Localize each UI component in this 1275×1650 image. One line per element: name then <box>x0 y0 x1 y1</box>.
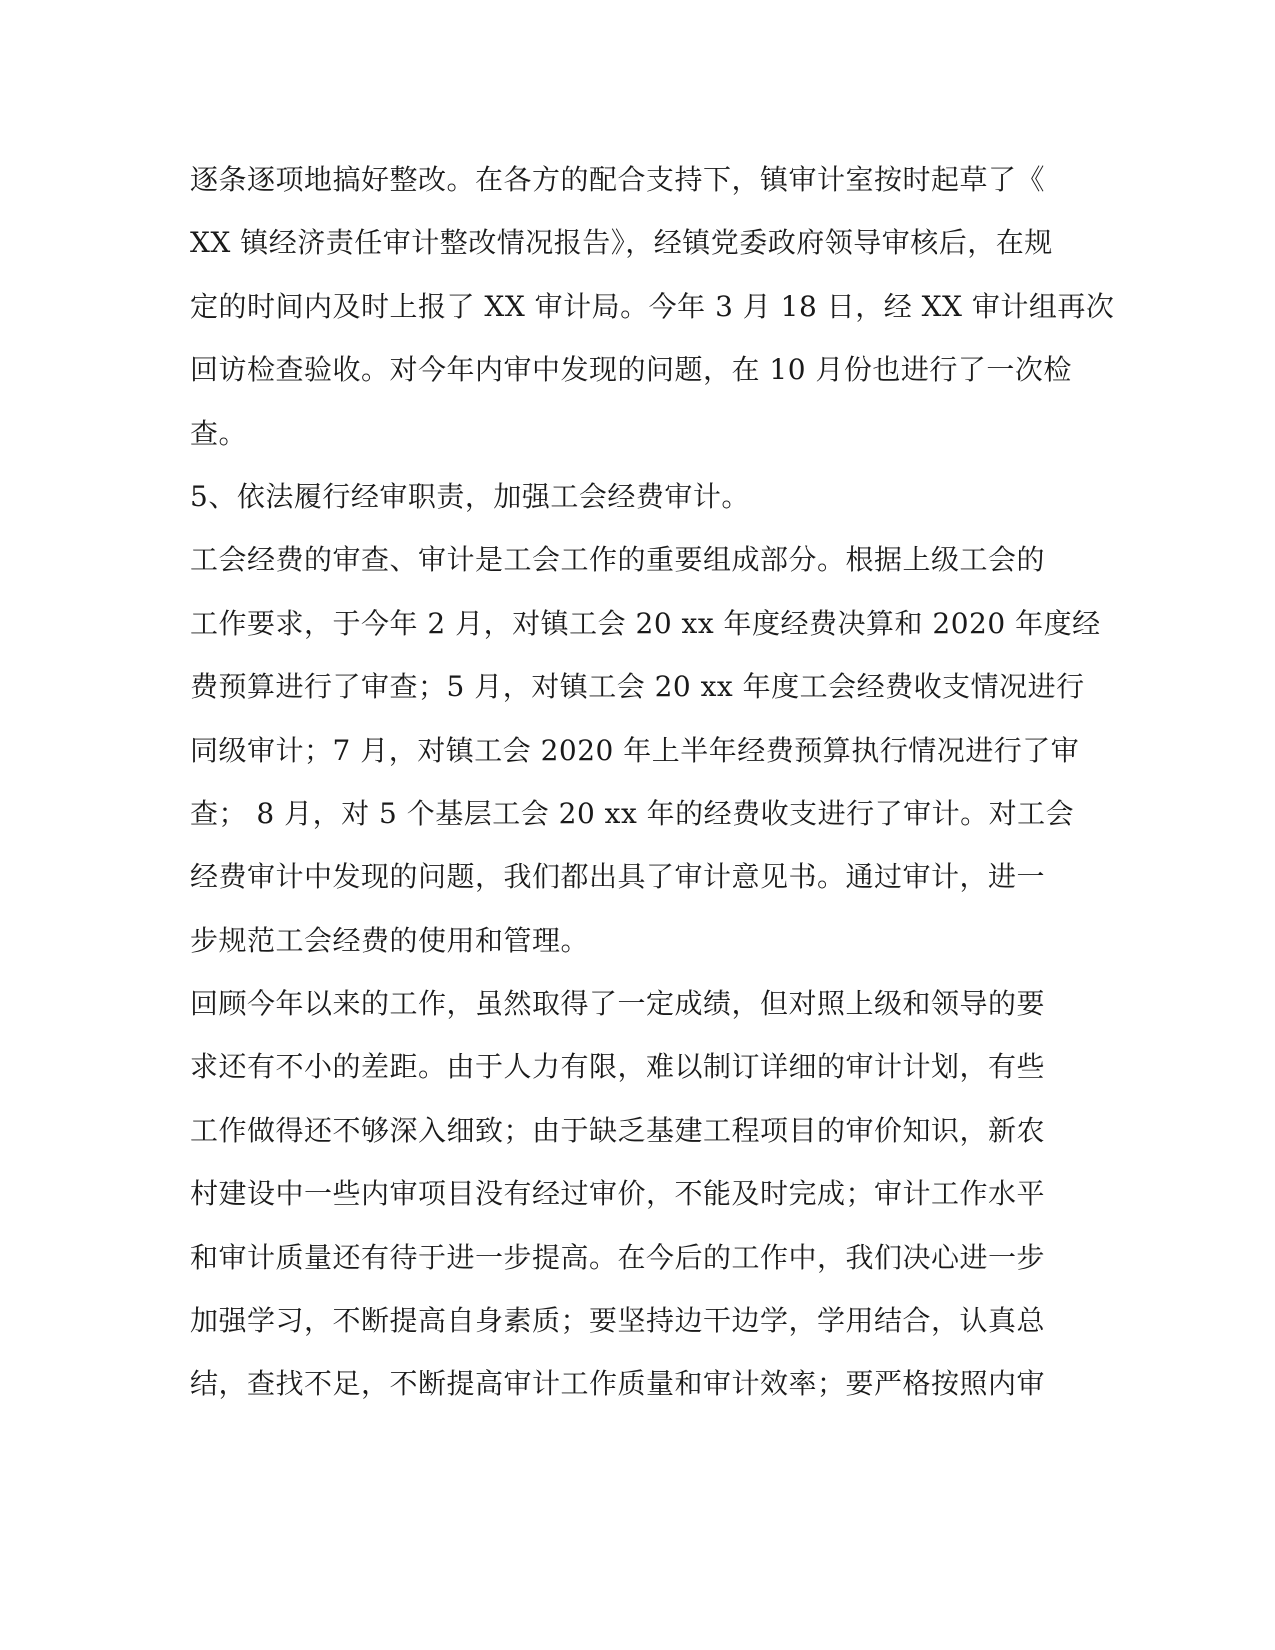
text-line: 工作做得还不够深入细致；由于缺乏基建工程项目的审价知识，新农 <box>190 1113 1046 1147</box>
text-line: 求还有不小的差距。由于人力有限，难以制订详细的审计计划，有些 <box>190 1050 1046 1084</box>
text-line: 工作要求，于今年 2 月，对镇工会 20 xx 年度经费决算和 2020 年度经 <box>190 606 1101 640</box>
text-line: 回访检查验收。对今年内审中发现的问题，在 10 月份也进行了一次检 <box>190 353 1072 387</box>
text-line: 和审计质量还有待于进一步提高。在今后的工作中，我们决心进一步 <box>190 1240 1046 1274</box>
body-text <box>190 158 1115 1426</box>
text-line: 查。 <box>190 416 248 450</box>
text-line: 结，查找不足，不断提高审计工作质量和审计效率；要严格按照内审 <box>190 1367 1046 1401</box>
text-line: 查； 8 月，对 5 个基层工会 20 xx 年的经费收支进行了审计。对工会 <box>190 796 1075 830</box>
text-line: 定的时间内及时上报了 XX 审计局。今年 3 月 18 日，经 XX 审计组再次 <box>190 289 1115 323</box>
text-line: 经费审计中发现的问题，我们都出具了审计意见书。通过审计，进一 <box>190 860 1046 894</box>
text-line: 村建设中一些内审项目没有经过审价，不能及时完成；审计工作水平 <box>190 1177 1046 1211</box>
text-line: XX 镇经济责任审计整改情况报告》，经镇党委政府领导审核后，在规 <box>190 226 1053 260</box>
text-line: 步规范工会经费的使用和管理。 <box>190 923 590 957</box>
text-line: 工会经费的审查、审计是工会工作的重要组成部分。根据上级工会的 <box>190 543 1046 577</box>
text-line: 同级审计；7 月，对镇工会 2020 年上半年经费预算执行情况进行了审 <box>190 733 1080 767</box>
text-line: 回顾今年以来的工作，虽然取得了一定成绩，但对照上级和领导的要 <box>190 987 1046 1021</box>
text-line: 逐条逐项地搞好整改。在各方的配合支持下，镇审计室按时起草了《 <box>190 163 1046 196</box>
section-heading: 5、依法履行经审职责，加强工会经费审计。 <box>190 479 750 513</box>
text-line: 加强学习，不断提高自身素质；要坚持边干边学，学用结合，认真总 <box>190 1304 1046 1338</box>
text-line: 费预算进行了审查；5 月，对镇工会 20 xx 年度工会经费收支情况进行 <box>190 670 1085 704</box>
